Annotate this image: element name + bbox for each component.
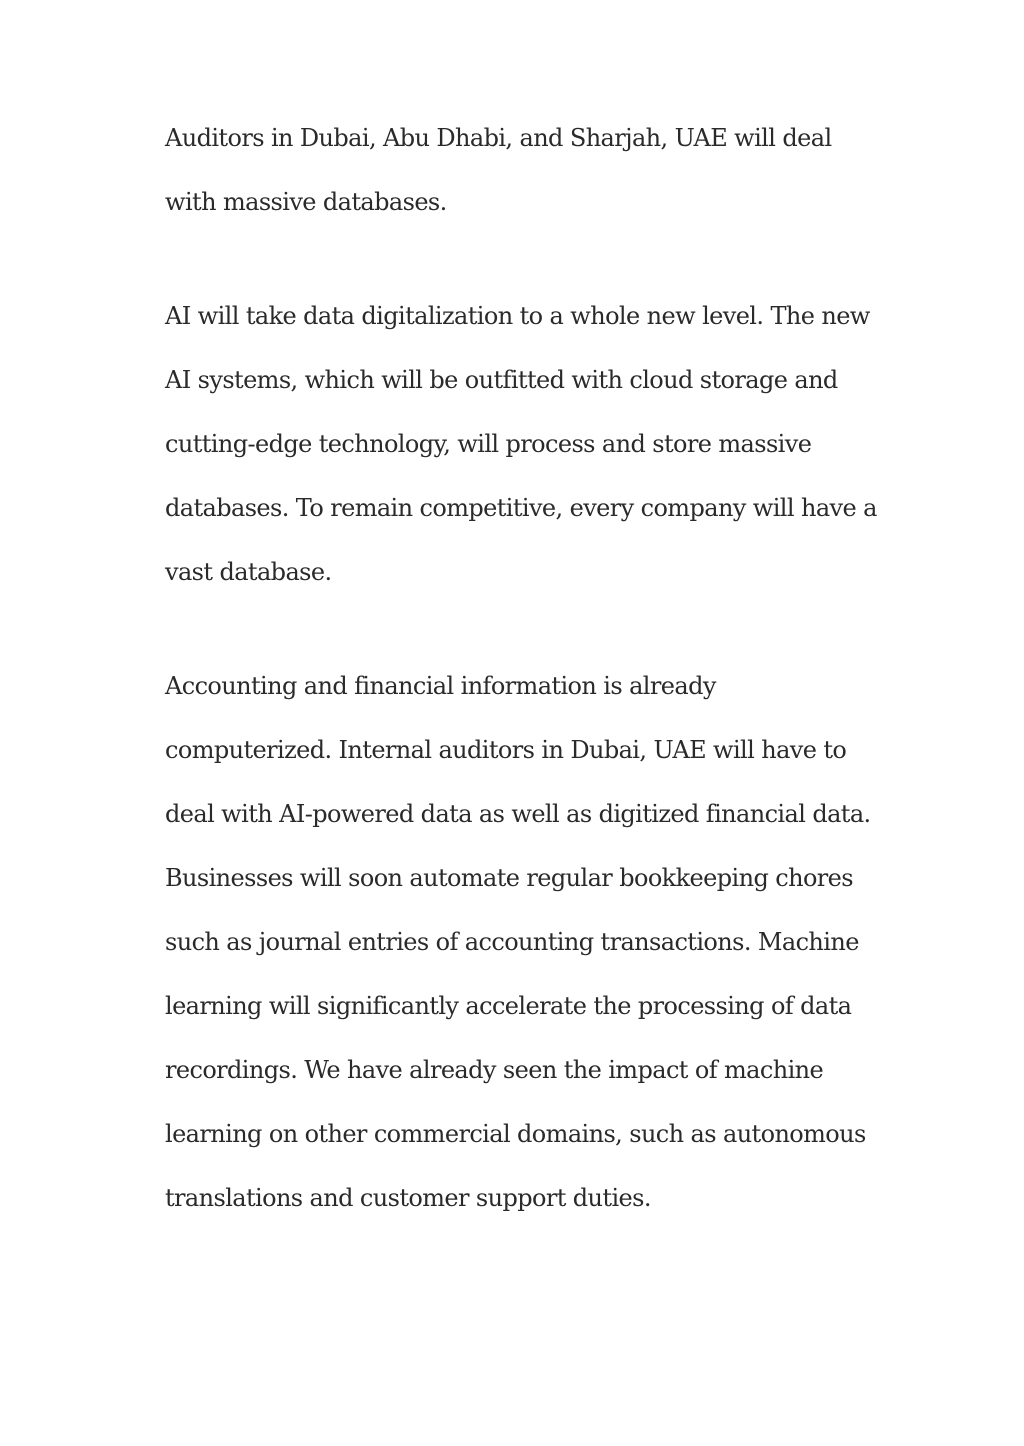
text-line: Auditors in Dubai, Abu Dhabi, and Sharjah, UAE will deal — [165, 124, 832, 152]
text-line: with massive databases. — [165, 188, 447, 216]
paragraph-3 — [165, 654, 885, 1230]
text-line: translations and customer support duties. — [165, 1184, 651, 1212]
text-line: cutting-edge technology, will process and store massive — [165, 430, 812, 458]
paragraph-2 — [165, 284, 885, 604]
text-line: learning will significantly accelerate the processing of data — [165, 992, 852, 1020]
text-line: vast database. — [165, 558, 332, 586]
text-line: databases. To remain competitive, every company will have a — [165, 494, 877, 522]
text-line: AI systems, which will be outfitted with cloud storage and — [165, 366, 838, 394]
text-line: Accounting and financial information is already — [165, 672, 716, 700]
paragraph-1 — [165, 106, 885, 234]
text-line: learning on other commercial domains, such as autonomous — [165, 1120, 866, 1148]
text-line: computerized. Internal auditors in Dubai, UAE will have to — [165, 736, 847, 764]
text-line: AI will take data digitalization to a whole new level. The new — [165, 302, 870, 330]
document-body — [165, 106, 885, 1280]
text-line: Businesses will soon automate regular bookkeeping chores — [165, 864, 853, 892]
text-line: deal with AI-powered data as well as digitized financial data. — [165, 800, 871, 828]
text-line: such as journal entries of accounting transactions. Machine — [165, 928, 859, 956]
text-line: recordings. We have already seen the impact of machine — [165, 1056, 824, 1084]
